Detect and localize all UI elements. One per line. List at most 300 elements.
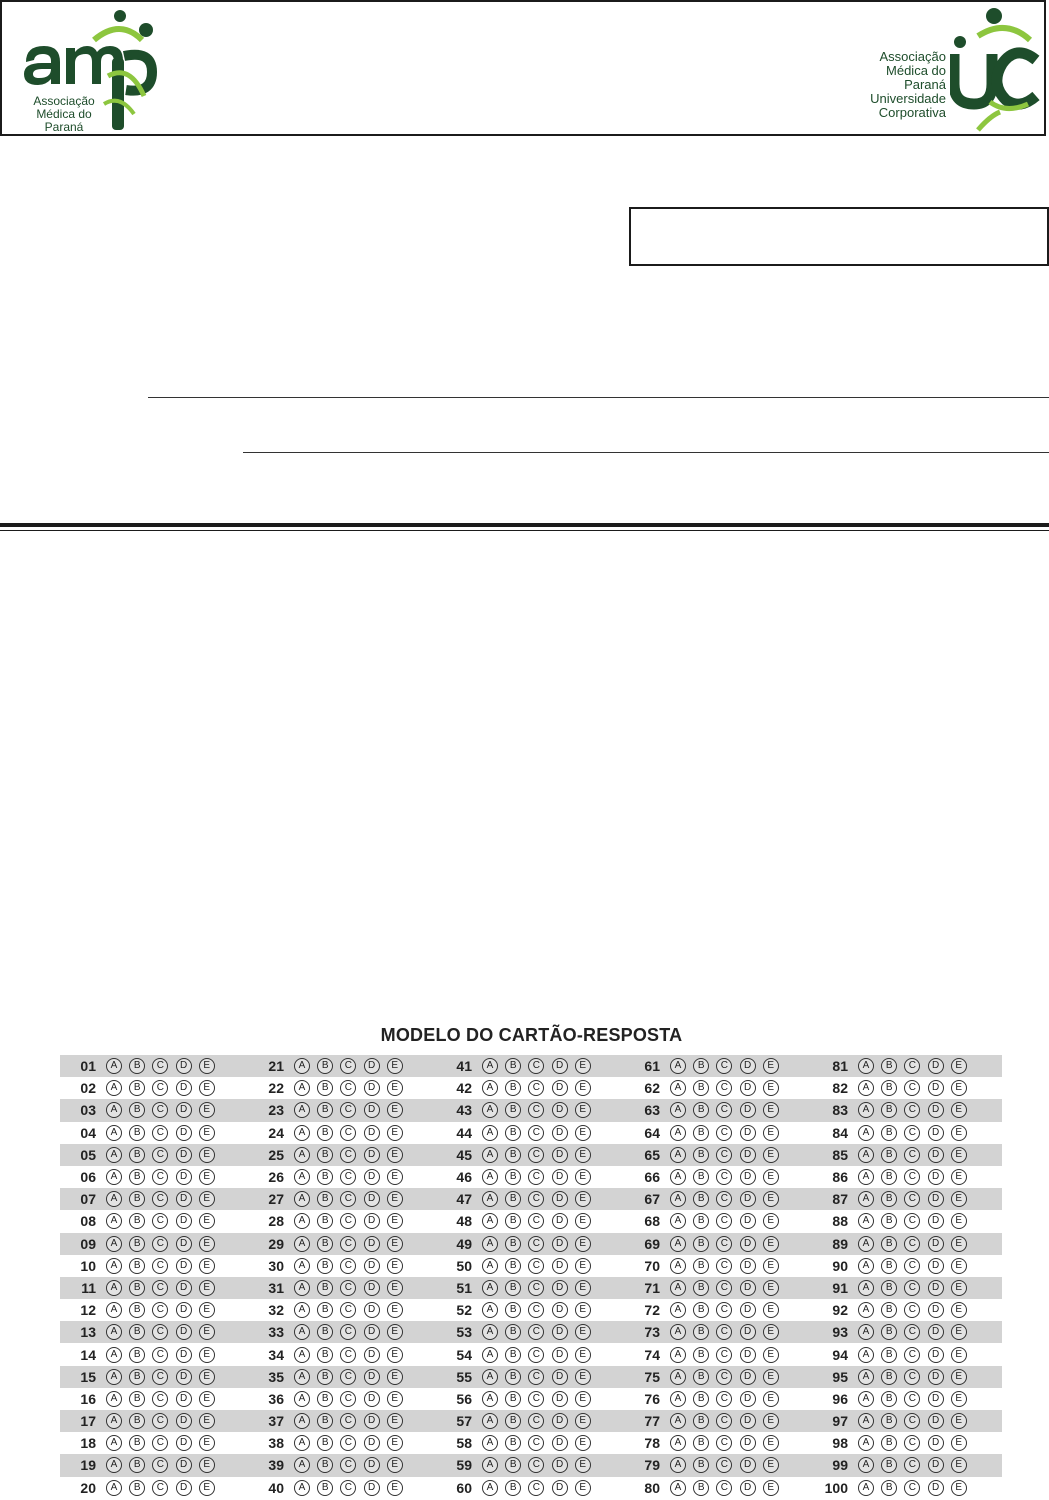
- answer-bubble-b[interactable]: B: [317, 1391, 333, 1407]
- answer-bubble-e[interactable]: E: [951, 1125, 967, 1141]
- answer-bubble-a[interactable]: A: [670, 1147, 686, 1163]
- answer-bubble-e[interactable]: E: [575, 1457, 591, 1473]
- answer-bubble-c[interactable]: C: [716, 1324, 732, 1340]
- answer-bubble-e[interactable]: E: [951, 1457, 967, 1473]
- answer-bubble-b[interactable]: B: [505, 1058, 521, 1074]
- answer-bubble-e[interactable]: E: [951, 1480, 967, 1496]
- answer-bubble-b[interactable]: B: [881, 1324, 897, 1340]
- answer-bubble-d[interactable]: D: [176, 1236, 192, 1252]
- answer-bubble-a[interactable]: A: [106, 1080, 122, 1096]
- answer-bubble-d[interactable]: D: [928, 1213, 944, 1229]
- answer-bubble-a[interactable]: A: [670, 1280, 686, 1296]
- answer-bubble-d[interactable]: D: [928, 1457, 944, 1473]
- answer-bubble-b[interactable]: B: [505, 1302, 521, 1318]
- answer-bubble-b[interactable]: B: [693, 1480, 709, 1496]
- answer-bubble-a[interactable]: A: [482, 1347, 498, 1363]
- answer-bubble-a[interactable]: A: [294, 1147, 310, 1163]
- answer-bubble-b[interactable]: B: [881, 1435, 897, 1451]
- answer-bubble-e[interactable]: E: [763, 1125, 779, 1141]
- answer-bubble-d[interactable]: D: [364, 1302, 380, 1318]
- answer-bubble-b[interactable]: B: [881, 1147, 897, 1163]
- answer-bubble-a[interactable]: A: [670, 1258, 686, 1274]
- answer-bubble-a[interactable]: A: [482, 1435, 498, 1451]
- answer-bubble-d[interactable]: D: [552, 1125, 568, 1141]
- answer-bubble-c[interactable]: C: [340, 1058, 356, 1074]
- answer-bubble-b[interactable]: B: [881, 1236, 897, 1252]
- answer-bubble-e[interactable]: E: [199, 1213, 215, 1229]
- answer-bubble-e[interactable]: E: [575, 1324, 591, 1340]
- answer-bubble-d[interactable]: D: [740, 1324, 756, 1340]
- answer-bubble-a[interactable]: A: [670, 1457, 686, 1473]
- answer-bubble-c[interactable]: C: [716, 1391, 732, 1407]
- answer-bubble-c[interactable]: C: [528, 1125, 544, 1141]
- answer-bubble-d[interactable]: D: [552, 1435, 568, 1451]
- answer-bubble-a[interactable]: A: [294, 1258, 310, 1274]
- answer-bubble-c[interactable]: C: [528, 1435, 544, 1451]
- answer-bubble-a[interactable]: A: [294, 1191, 310, 1207]
- answer-bubble-e[interactable]: E: [575, 1413, 591, 1429]
- answer-bubble-e[interactable]: E: [951, 1347, 967, 1363]
- answer-bubble-d[interactable]: D: [176, 1324, 192, 1340]
- answer-bubble-a[interactable]: A: [294, 1391, 310, 1407]
- answer-bubble-a[interactable]: A: [294, 1302, 310, 1318]
- answer-bubble-c[interactable]: C: [528, 1102, 544, 1118]
- answer-bubble-e[interactable]: E: [387, 1080, 403, 1096]
- answer-bubble-e[interactable]: E: [387, 1347, 403, 1363]
- answer-bubble-d[interactable]: D: [176, 1169, 192, 1185]
- answer-bubble-a[interactable]: A: [106, 1413, 122, 1429]
- answer-bubble-c[interactable]: C: [904, 1125, 920, 1141]
- answer-bubble-e[interactable]: E: [575, 1169, 591, 1185]
- answer-bubble-d[interactable]: D: [364, 1457, 380, 1473]
- answer-bubble-a[interactable]: A: [670, 1480, 686, 1496]
- answer-bubble-d[interactable]: D: [364, 1391, 380, 1407]
- answer-bubble-d[interactable]: D: [740, 1347, 756, 1363]
- answer-bubble-a[interactable]: A: [670, 1125, 686, 1141]
- answer-bubble-a[interactable]: A: [294, 1457, 310, 1473]
- answer-bubble-c[interactable]: C: [904, 1413, 920, 1429]
- answer-bubble-d[interactable]: D: [176, 1080, 192, 1096]
- answer-bubble-c[interactable]: C: [904, 1236, 920, 1252]
- answer-bubble-c[interactable]: C: [152, 1058, 168, 1074]
- answer-bubble-c[interactable]: C: [528, 1457, 544, 1473]
- answer-bubble-c[interactable]: C: [340, 1213, 356, 1229]
- answer-bubble-a[interactable]: A: [670, 1369, 686, 1385]
- answer-bubble-c[interactable]: C: [340, 1324, 356, 1340]
- answer-bubble-b[interactable]: B: [129, 1369, 145, 1385]
- answer-bubble-c[interactable]: C: [340, 1413, 356, 1429]
- answer-bubble-c[interactable]: C: [716, 1102, 732, 1118]
- answer-bubble-c[interactable]: C: [904, 1280, 920, 1296]
- answer-bubble-c[interactable]: C: [152, 1324, 168, 1340]
- answer-bubble-e[interactable]: E: [575, 1369, 591, 1385]
- answer-bubble-a[interactable]: A: [858, 1280, 874, 1296]
- answer-bubble-a[interactable]: A: [670, 1213, 686, 1229]
- answer-bubble-b[interactable]: B: [317, 1457, 333, 1473]
- answer-bubble-c[interactable]: C: [528, 1147, 544, 1163]
- answer-bubble-c[interactable]: C: [340, 1191, 356, 1207]
- answer-bubble-d[interactable]: D: [928, 1480, 944, 1496]
- answer-bubble-b[interactable]: B: [693, 1413, 709, 1429]
- answer-bubble-c[interactable]: C: [528, 1391, 544, 1407]
- answer-bubble-e[interactable]: E: [199, 1058, 215, 1074]
- answer-bubble-c[interactable]: C: [904, 1258, 920, 1274]
- answer-bubble-e[interactable]: E: [199, 1147, 215, 1163]
- answer-bubble-b[interactable]: B: [317, 1413, 333, 1429]
- answer-bubble-e[interactable]: E: [951, 1324, 967, 1340]
- answer-bubble-e[interactable]: E: [763, 1080, 779, 1096]
- answer-bubble-d[interactable]: D: [552, 1324, 568, 1340]
- answer-bubble-a[interactable]: A: [482, 1213, 498, 1229]
- answer-bubble-e[interactable]: E: [575, 1258, 591, 1274]
- answer-bubble-a[interactable]: A: [858, 1125, 874, 1141]
- answer-bubble-e[interactable]: E: [951, 1258, 967, 1274]
- answer-bubble-d[interactable]: D: [176, 1457, 192, 1473]
- answer-bubble-a[interactable]: A: [294, 1080, 310, 1096]
- answer-bubble-d[interactable]: D: [364, 1258, 380, 1274]
- answer-bubble-b[interactable]: B: [881, 1191, 897, 1207]
- answer-bubble-a[interactable]: A: [858, 1457, 874, 1473]
- answer-bubble-e[interactable]: E: [575, 1391, 591, 1407]
- answer-bubble-e[interactable]: E: [387, 1058, 403, 1074]
- answer-bubble-c[interactable]: C: [340, 1435, 356, 1451]
- answer-bubble-e[interactable]: E: [387, 1302, 403, 1318]
- answer-bubble-e[interactable]: E: [575, 1080, 591, 1096]
- answer-bubble-c[interactable]: C: [340, 1391, 356, 1407]
- answer-bubble-a[interactable]: A: [482, 1457, 498, 1473]
- answer-bubble-c[interactable]: C: [716, 1125, 732, 1141]
- answer-bubble-b[interactable]: B: [317, 1169, 333, 1185]
- answer-bubble-c[interactable]: C: [340, 1169, 356, 1185]
- answer-bubble-a[interactable]: A: [482, 1324, 498, 1340]
- answer-bubble-d[interactable]: D: [364, 1480, 380, 1496]
- answer-bubble-d[interactable]: D: [928, 1280, 944, 1296]
- answer-bubble-b[interactable]: B: [881, 1058, 897, 1074]
- answer-bubble-e[interactable]: E: [763, 1391, 779, 1407]
- answer-bubble-a[interactable]: A: [106, 1369, 122, 1385]
- answer-bubble-b[interactable]: B: [881, 1213, 897, 1229]
- answer-bubble-d[interactable]: D: [552, 1258, 568, 1274]
- answer-bubble-c[interactable]: C: [528, 1369, 544, 1385]
- answer-bubble-c[interactable]: C: [904, 1480, 920, 1496]
- answer-bubble-c[interactable]: C: [152, 1280, 168, 1296]
- answer-bubble-c[interactable]: C: [904, 1435, 920, 1451]
- answer-bubble-d[interactable]: D: [176, 1480, 192, 1496]
- answer-bubble-d[interactable]: D: [740, 1302, 756, 1318]
- answer-bubble-b[interactable]: B: [129, 1302, 145, 1318]
- answer-bubble-e[interactable]: E: [951, 1147, 967, 1163]
- answer-bubble-b[interactable]: B: [693, 1324, 709, 1340]
- answer-bubble-e[interactable]: E: [199, 1413, 215, 1429]
- answer-bubble-c[interactable]: C: [152, 1125, 168, 1141]
- answer-bubble-d[interactable]: D: [740, 1169, 756, 1185]
- answer-bubble-e[interactable]: E: [951, 1213, 967, 1229]
- answer-bubble-e[interactable]: E: [387, 1236, 403, 1252]
- answer-bubble-a[interactable]: A: [106, 1480, 122, 1496]
- answer-bubble-c[interactable]: C: [340, 1480, 356, 1496]
- answer-bubble-c[interactable]: C: [340, 1147, 356, 1163]
- answer-bubble-b[interactable]: B: [317, 1102, 333, 1118]
- answer-bubble-b[interactable]: B: [317, 1147, 333, 1163]
- answer-bubble-b[interactable]: B: [881, 1457, 897, 1473]
- answer-bubble-a[interactable]: A: [670, 1080, 686, 1096]
- answer-bubble-e[interactable]: E: [951, 1369, 967, 1385]
- answer-bubble-e[interactable]: E: [575, 1102, 591, 1118]
- answer-bubble-a[interactable]: A: [106, 1302, 122, 1318]
- answer-bubble-e[interactable]: E: [575, 1347, 591, 1363]
- answer-bubble-d[interactable]: D: [552, 1457, 568, 1473]
- answer-bubble-e[interactable]: E: [763, 1324, 779, 1340]
- answer-bubble-a[interactable]: A: [482, 1369, 498, 1385]
- answer-bubble-e[interactable]: E: [199, 1080, 215, 1096]
- answer-bubble-a[interactable]: A: [106, 1125, 122, 1141]
- answer-bubble-d[interactable]: D: [740, 1125, 756, 1141]
- answer-bubble-c[interactable]: C: [904, 1457, 920, 1473]
- answer-bubble-b[interactable]: B: [317, 1324, 333, 1340]
- answer-bubble-e[interactable]: E: [575, 1213, 591, 1229]
- answer-bubble-e[interactable]: E: [575, 1480, 591, 1496]
- answer-bubble-d[interactable]: D: [176, 1147, 192, 1163]
- answer-bubble-b[interactable]: B: [693, 1169, 709, 1185]
- answer-bubble-e[interactable]: E: [199, 1125, 215, 1141]
- answer-bubble-e[interactable]: E: [387, 1213, 403, 1229]
- answer-bubble-a[interactable]: A: [294, 1324, 310, 1340]
- answer-bubble-a[interactable]: A: [670, 1347, 686, 1363]
- answer-bubble-e[interactable]: E: [199, 1258, 215, 1274]
- answer-bubble-d[interactable]: D: [364, 1080, 380, 1096]
- answer-bubble-e[interactable]: E: [387, 1391, 403, 1407]
- answer-bubble-d[interactable]: D: [364, 1058, 380, 1074]
- answer-bubble-d[interactable]: D: [364, 1191, 380, 1207]
- answer-bubble-d[interactable]: D: [928, 1236, 944, 1252]
- answer-bubble-d[interactable]: D: [740, 1147, 756, 1163]
- answer-bubble-c[interactable]: C: [904, 1191, 920, 1207]
- answer-bubble-c[interactable]: C: [904, 1147, 920, 1163]
- answer-bubble-c[interactable]: C: [340, 1125, 356, 1141]
- answer-bubble-b[interactable]: B: [129, 1347, 145, 1363]
- answer-bubble-c[interactable]: C: [716, 1369, 732, 1385]
- answer-bubble-b[interactable]: B: [693, 1258, 709, 1274]
- answer-bubble-a[interactable]: A: [482, 1125, 498, 1141]
- answer-bubble-e[interactable]: E: [763, 1302, 779, 1318]
- answer-bubble-c[interactable]: C: [904, 1058, 920, 1074]
- answer-bubble-d[interactable]: D: [176, 1125, 192, 1141]
- answer-bubble-b[interactable]: B: [129, 1213, 145, 1229]
- answer-bubble-a[interactable]: A: [106, 1391, 122, 1407]
- answer-bubble-e[interactable]: E: [387, 1413, 403, 1429]
- answer-bubble-a[interactable]: A: [670, 1058, 686, 1074]
- answer-bubble-b[interactable]: B: [693, 1369, 709, 1385]
- answer-bubble-c[interactable]: C: [528, 1191, 544, 1207]
- answer-bubble-e[interactable]: E: [199, 1480, 215, 1496]
- answer-bubble-c[interactable]: C: [340, 1258, 356, 1274]
- answer-bubble-e[interactable]: E: [387, 1147, 403, 1163]
- answer-bubble-e[interactable]: E: [951, 1191, 967, 1207]
- answer-bubble-a[interactable]: A: [294, 1280, 310, 1296]
- answer-bubble-a[interactable]: A: [294, 1369, 310, 1385]
- answer-bubble-e[interactable]: E: [763, 1236, 779, 1252]
- answer-bubble-b[interactable]: B: [129, 1080, 145, 1096]
- answer-bubble-a[interactable]: A: [858, 1302, 874, 1318]
- answer-bubble-d[interactable]: D: [740, 1369, 756, 1385]
- answer-bubble-a[interactable]: A: [294, 1213, 310, 1229]
- answer-bubble-d[interactable]: D: [928, 1302, 944, 1318]
- answer-bubble-c[interactable]: C: [904, 1302, 920, 1318]
- answer-bubble-d[interactable]: D: [364, 1147, 380, 1163]
- answer-bubble-b[interactable]: B: [881, 1169, 897, 1185]
- answer-bubble-c[interactable]: C: [152, 1302, 168, 1318]
- answer-bubble-b[interactable]: B: [129, 1102, 145, 1118]
- answer-bubble-a[interactable]: A: [482, 1102, 498, 1118]
- answer-bubble-c[interactable]: C: [716, 1347, 732, 1363]
- answer-bubble-e[interactable]: E: [763, 1435, 779, 1451]
- answer-bubble-d[interactable]: D: [928, 1324, 944, 1340]
- answer-bubble-a[interactable]: A: [106, 1347, 122, 1363]
- answer-bubble-a[interactable]: A: [106, 1213, 122, 1229]
- answer-bubble-b[interactable]: B: [129, 1147, 145, 1163]
- answer-bubble-e[interactable]: E: [575, 1302, 591, 1318]
- answer-bubble-d[interactable]: D: [552, 1147, 568, 1163]
- answer-bubble-e[interactable]: E: [387, 1191, 403, 1207]
- answer-bubble-c[interactable]: C: [528, 1058, 544, 1074]
- answer-bubble-e[interactable]: E: [951, 1302, 967, 1318]
- answer-bubble-e[interactable]: E: [575, 1435, 591, 1451]
- answer-bubble-d[interactable]: D: [928, 1147, 944, 1163]
- answer-bubble-a[interactable]: A: [294, 1058, 310, 1074]
- answer-bubble-d[interactable]: D: [364, 1413, 380, 1429]
- answer-bubble-a[interactable]: A: [858, 1213, 874, 1229]
- answer-bubble-a[interactable]: A: [670, 1169, 686, 1185]
- answer-bubble-b[interactable]: B: [505, 1169, 521, 1185]
- answer-bubble-d[interactable]: D: [552, 1058, 568, 1074]
- answer-bubble-a[interactable]: A: [858, 1236, 874, 1252]
- answer-bubble-b[interactable]: B: [505, 1213, 521, 1229]
- answer-bubble-b[interactable]: B: [129, 1125, 145, 1141]
- answer-bubble-c[interactable]: C: [152, 1147, 168, 1163]
- answer-bubble-b[interactable]: B: [505, 1480, 521, 1496]
- answer-bubble-e[interactable]: E: [199, 1391, 215, 1407]
- answer-bubble-b[interactable]: B: [129, 1457, 145, 1473]
- answer-bubble-e[interactable]: E: [199, 1169, 215, 1185]
- answer-bubble-c[interactable]: C: [152, 1236, 168, 1252]
- answer-bubble-a[interactable]: A: [294, 1347, 310, 1363]
- answer-bubble-e[interactable]: E: [199, 1302, 215, 1318]
- answer-bubble-a[interactable]: A: [294, 1480, 310, 1496]
- answer-bubble-d[interactable]: D: [552, 1302, 568, 1318]
- answer-bubble-d[interactable]: D: [364, 1236, 380, 1252]
- answer-bubble-a[interactable]: A: [106, 1102, 122, 1118]
- answer-bubble-b[interactable]: B: [693, 1457, 709, 1473]
- answer-bubble-e[interactable]: E: [951, 1169, 967, 1185]
- answer-bubble-c[interactable]: C: [152, 1435, 168, 1451]
- answer-bubble-b[interactable]: B: [317, 1280, 333, 1296]
- answer-bubble-d[interactable]: D: [740, 1457, 756, 1473]
- answer-bubble-c[interactable]: C: [904, 1102, 920, 1118]
- answer-bubble-e[interactable]: E: [199, 1191, 215, 1207]
- answer-bubble-c[interactable]: C: [152, 1369, 168, 1385]
- answer-bubble-a[interactable]: A: [858, 1258, 874, 1274]
- answer-bubble-d[interactable]: D: [364, 1347, 380, 1363]
- answer-bubble-c[interactable]: C: [152, 1258, 168, 1274]
- answer-bubble-a[interactable]: A: [858, 1169, 874, 1185]
- answer-bubble-b[interactable]: B: [129, 1169, 145, 1185]
- answer-bubble-b[interactable]: B: [317, 1080, 333, 1096]
- answer-bubble-b[interactable]: B: [317, 1191, 333, 1207]
- answer-bubble-e[interactable]: E: [763, 1280, 779, 1296]
- answer-bubble-b[interactable]: B: [693, 1147, 709, 1163]
- answer-bubble-d[interactable]: D: [552, 1191, 568, 1207]
- answer-bubble-e[interactable]: E: [575, 1058, 591, 1074]
- answer-bubble-a[interactable]: A: [670, 1435, 686, 1451]
- answer-bubble-c[interactable]: C: [528, 1080, 544, 1096]
- answer-bubble-d[interactable]: D: [928, 1191, 944, 1207]
- answer-bubble-c[interactable]: C: [716, 1058, 732, 1074]
- answer-bubble-e[interactable]: E: [575, 1236, 591, 1252]
- answer-bubble-e[interactable]: E: [387, 1280, 403, 1296]
- answer-bubble-a[interactable]: A: [294, 1435, 310, 1451]
- answer-bubble-a[interactable]: A: [858, 1480, 874, 1496]
- answer-bubble-d[interactable]: D: [928, 1125, 944, 1141]
- answer-bubble-c[interactable]: C: [716, 1413, 732, 1429]
- answer-bubble-b[interactable]: B: [505, 1258, 521, 1274]
- answer-bubble-a[interactable]: A: [858, 1191, 874, 1207]
- answer-bubble-b[interactable]: B: [505, 1125, 521, 1141]
- answer-bubble-a[interactable]: A: [858, 1058, 874, 1074]
- answer-bubble-b[interactable]: B: [317, 1236, 333, 1252]
- answer-bubble-e[interactable]: E: [763, 1058, 779, 1074]
- answer-bubble-b[interactable]: B: [317, 1058, 333, 1074]
- answer-bubble-a[interactable]: A: [482, 1302, 498, 1318]
- answer-bubble-d[interactable]: D: [364, 1280, 380, 1296]
- answer-bubble-e[interactable]: E: [387, 1457, 403, 1473]
- answer-bubble-e[interactable]: E: [763, 1480, 779, 1496]
- answer-bubble-d[interactable]: D: [364, 1213, 380, 1229]
- answer-bubble-e[interactable]: E: [387, 1324, 403, 1340]
- answer-bubble-c[interactable]: C: [340, 1280, 356, 1296]
- answer-bubble-c[interactable]: C: [152, 1213, 168, 1229]
- answer-bubble-b[interactable]: B: [129, 1236, 145, 1252]
- answer-bubble-c[interactable]: C: [904, 1347, 920, 1363]
- answer-bubble-c[interactable]: C: [716, 1236, 732, 1252]
- answer-bubble-d[interactable]: D: [364, 1435, 380, 1451]
- answer-bubble-a[interactable]: A: [482, 1391, 498, 1407]
- answer-bubble-e[interactable]: E: [199, 1324, 215, 1340]
- answer-bubble-a[interactable]: A: [106, 1258, 122, 1274]
- answer-bubble-e[interactable]: E: [199, 1347, 215, 1363]
- answer-bubble-c[interactable]: C: [904, 1169, 920, 1185]
- answer-bubble-c[interactable]: C: [904, 1369, 920, 1385]
- answer-bubble-c[interactable]: C: [528, 1413, 544, 1429]
- answer-bubble-a[interactable]: A: [482, 1080, 498, 1096]
- answer-bubble-d[interactable]: D: [552, 1413, 568, 1429]
- answer-bubble-b[interactable]: B: [317, 1435, 333, 1451]
- answer-bubble-d[interactable]: D: [176, 1347, 192, 1363]
- answer-bubble-d[interactable]: D: [740, 1080, 756, 1096]
- answer-bubble-d[interactable]: D: [176, 1413, 192, 1429]
- answer-bubble-a[interactable]: A: [670, 1302, 686, 1318]
- answer-bubble-c[interactable]: C: [340, 1302, 356, 1318]
- answer-bubble-a[interactable]: A: [670, 1413, 686, 1429]
- answer-bubble-c[interactable]: C: [904, 1391, 920, 1407]
- answer-bubble-b[interactable]: B: [505, 1147, 521, 1163]
- answer-bubble-c[interactable]: C: [528, 1213, 544, 1229]
- answer-bubble-b[interactable]: B: [881, 1369, 897, 1385]
- answer-bubble-c[interactable]: C: [152, 1169, 168, 1185]
- answer-bubble-b[interactable]: B: [693, 1236, 709, 1252]
- answer-bubble-b[interactable]: B: [693, 1280, 709, 1296]
- answer-bubble-d[interactable]: D: [740, 1236, 756, 1252]
- answer-bubble-a[interactable]: A: [858, 1369, 874, 1385]
